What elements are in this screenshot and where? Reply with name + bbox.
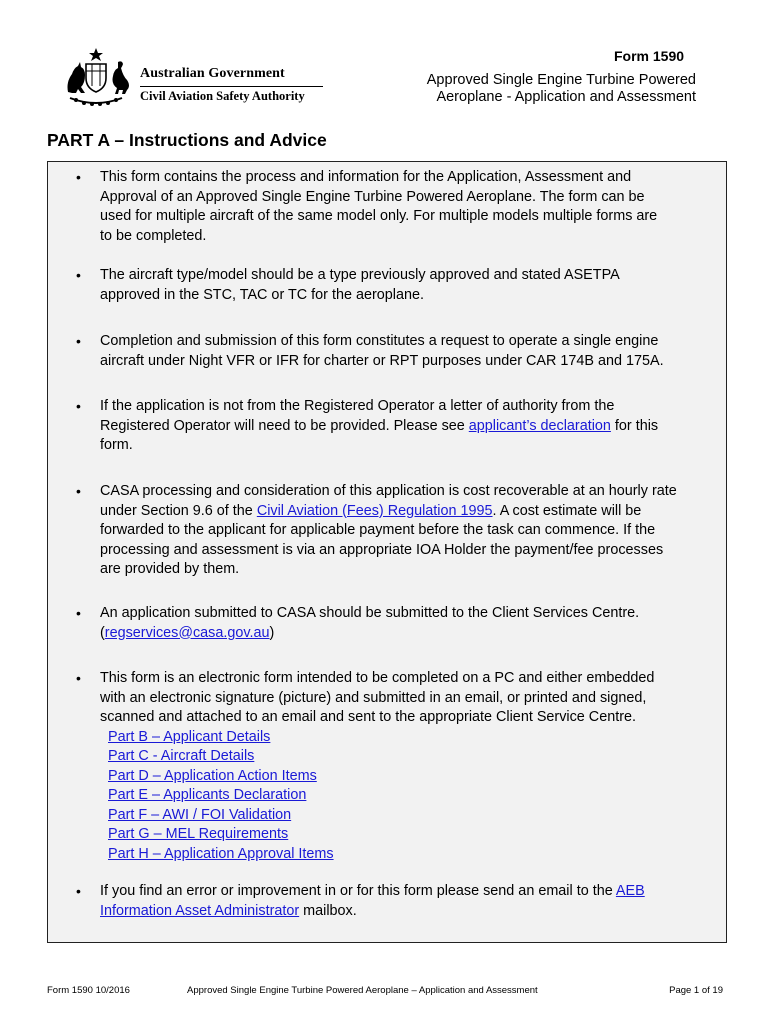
form-title — [376, 72, 696, 106]
text-line — [100, 902, 728, 922]
part-d-link[interactable]: Part D – Application Action Items — [108, 767, 317, 784]
text-line — [100, 624, 728, 644]
part-c-link[interactable]: Part C - Aircraft Details — [108, 748, 255, 764]
casa-logo — [52, 46, 327, 108]
applicants-declaration-link[interactable]: applicant’s declaration — [468, 417, 611, 434]
text-line: Approval of an Approved Single Engine Turbine Powered Aeroplane. The form can be — [100, 188, 645, 205]
text-span: If you find an error or improvement in or for this form please send an email to the — [100, 883, 616, 899]
information-asset-administrator-link[interactable]: Information Asset Administrator — [100, 902, 300, 919]
text-line — [100, 882, 728, 902]
bullet-text — [100, 882, 728, 921]
list-item — [108, 747, 728, 767]
list-item — [108, 825, 728, 845]
agency-name: Civil Aviation Safety Authority — [140, 89, 305, 103]
list-item — [108, 786, 728, 806]
text-line: aircraft under Night VFR or IFR for charter or RPT purposes under CAR 174B and 175A. — [100, 352, 664, 369]
text-line: CASA processing and consideration of this application is cost recoverable at an hourly rate — [100, 483, 677, 499]
bullet-text — [100, 332, 728, 371]
bullet-text — [100, 266, 728, 305]
text-line: processing and assessment is via an appropriate IOA Holder the payment/fee processes — [100, 541, 664, 558]
text-line: If the application is not from the Registered Operator a letter of authority from the — [100, 398, 615, 414]
text-span: Registered Operator will need to be provided. Please see — [100, 417, 469, 434]
part-h-link[interactable]: Part H – Application Approval Items — [108, 845, 334, 862]
bullet-text — [100, 604, 728, 643]
footer-title: Approved Single Engine Turbine Powered Aeroplane – Application and Assessment — [187, 985, 538, 996]
bullet-icon: • — [76, 398, 81, 414]
text-line: This form contains the process and information for the Application, Assessment and — [100, 169, 632, 185]
bullet-text — [100, 397, 728, 456]
instructions-box — [47, 161, 727, 943]
part-f-link[interactable]: Part F – AWI / FOI Validation — [108, 806, 292, 823]
text-line: forwarded to the applicant for applicable payment before the task can commence. If the — [100, 522, 656, 538]
form-title-line: Aeroplane - Application and Assessment — [436, 89, 696, 105]
text-span: mailbox. — [299, 902, 357, 919]
bullet-icon: • — [76, 670, 81, 686]
bullet-icon: • — [76, 483, 81, 499]
bullet-icon: • — [76, 605, 81, 621]
text-span: . A cost estimate will be — [492, 502, 642, 519]
regservices-email-link[interactable]: regservices@casa.gov.au — [104, 624, 270, 641]
bullet-icon: • — [76, 267, 81, 283]
text-line: scanned and attached to an email and sent to the appropriate Client Service Centre. — [100, 709, 636, 725]
footer-form-ref: Form 1590 10/2016 — [47, 985, 130, 996]
text-line: The aircraft type/model should be a type previously approved and stated ASETPA — [100, 267, 620, 283]
bullet-text — [100, 669, 728, 864]
text-line — [100, 417, 728, 437]
text-line: approved in the STC, TAC or TC for the aeroplane. — [100, 286, 424, 303]
text-span: for this — [610, 417, 659, 434]
text-line: to be completed. — [100, 227, 207, 244]
list-item — [108, 845, 728, 865]
text-line: This form is an electronic form intended to be completed on a PC and either embedded — [100, 670, 655, 686]
form-title-line: Approved Single Engine Turbine Powered — [426, 72, 696, 88]
part-links-list — [100, 728, 728, 865]
part-b-link[interactable]: Part B – Applicant Details — [108, 728, 271, 745]
aeb-mailbox-link[interactable]: AEB — [615, 883, 645, 899]
bullet-text — [100, 168, 728, 246]
text-span: ( — [100, 624, 105, 641]
form-number: Form 1590 — [614, 48, 685, 64]
text-line: are provided by them. — [100, 561, 240, 577]
list-item — [108, 728, 728, 748]
part-e-link[interactable]: Part E – Applicants Declaration — [108, 787, 307, 803]
text-span: under Section 9.6 of the — [100, 502, 257, 519]
text-line: form. — [100, 437, 133, 453]
footer-page-number: Page 1 of 19 — [669, 985, 723, 996]
part-heading: PART A – Instructions and Advice — [47, 130, 327, 150]
logo-divider — [140, 86, 323, 87]
list-item — [108, 806, 728, 826]
list-item — [108, 767, 728, 787]
part-g-link[interactable]: Part G – MEL Requirements — [108, 826, 289, 842]
text-line: used for multiple aircraft of the same model only. For multiple models multiple forms are — [100, 208, 658, 224]
text-line: with an electronic signature (picture) and submitted in an email, or printed and signed, — [100, 689, 647, 706]
text-line: An application submitted to CASA should be submitted to the Client Services Centre. — [100, 605, 640, 621]
bullet-text — [100, 482, 728, 580]
government-name: Australian Government — [140, 66, 285, 81]
bullet-icon: • — [76, 169, 81, 185]
fees-regulation-link[interactable]: Civil Aviation (Fees) Regulation 1995 — [256, 502, 493, 519]
coat-of-arms-icon — [56, 46, 136, 108]
text-line — [100, 502, 728, 522]
bullet-icon: • — [76, 883, 81, 899]
bullet-icon: • — [76, 333, 81, 349]
text-span: ) — [269, 624, 275, 641]
text-line: Completion and submission of this form constitutes a request to operate a single engine — [100, 333, 659, 349]
